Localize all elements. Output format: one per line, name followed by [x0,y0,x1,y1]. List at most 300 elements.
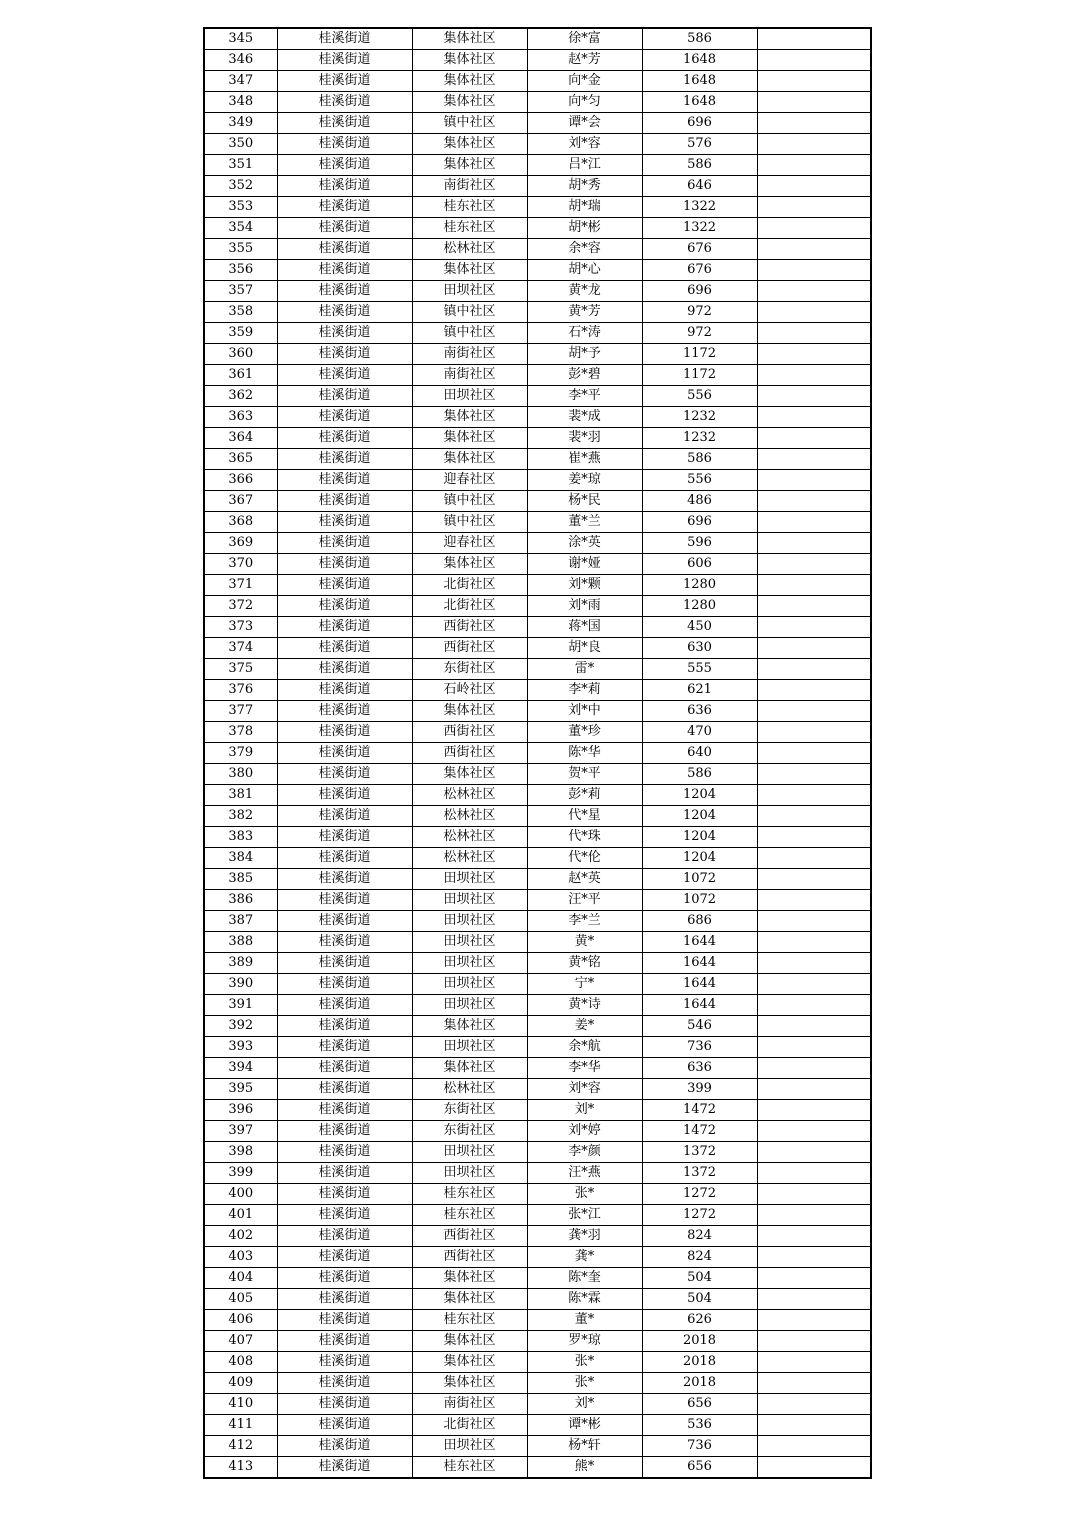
table-row [204,1352,871,1373]
table-row [204,785,871,806]
row-number-cell: 387 [204,911,277,932]
roster-table-body [204,28,871,1478]
row-number-cell: 407 [204,1331,277,1352]
amount-cell: 1322 [642,197,757,218]
street-cell: 桂溪街道 [277,113,412,134]
table-row [204,386,871,407]
table-row [204,1058,871,1079]
table-row [204,932,871,953]
note-cell [757,890,871,911]
row-number-cell: 377 [204,701,277,722]
row-number-cell: 413 [204,1457,277,1479]
row-number-cell: 386 [204,890,277,911]
street-cell: 桂溪街道 [277,302,412,323]
community-cell: 集体社区 [412,50,527,71]
street-cell: 桂溪街道 [277,953,412,974]
row-number-cell: 397 [204,1121,277,1142]
name-cell: 李*平 [527,386,642,407]
street-cell: 桂溪街道 [277,1205,412,1226]
note-cell [757,1352,871,1373]
street-cell: 桂溪街道 [277,1226,412,1247]
name-cell: 杨*民 [527,491,642,512]
row-number-cell: 347 [204,71,277,92]
row-number-cell: 365 [204,449,277,470]
amount-cell: 1204 [642,785,757,806]
table-row [204,1394,871,1415]
amount-cell: 1472 [642,1100,757,1121]
street-cell: 桂溪街道 [277,659,412,680]
name-cell: 姜*琼 [527,470,642,491]
street-cell: 桂溪街道 [277,50,412,71]
amount-cell: 630 [642,638,757,659]
street-cell: 桂溪街道 [277,1415,412,1436]
row-number-cell: 357 [204,281,277,302]
amount-cell: 556 [642,386,757,407]
community-cell: 田坝社区 [412,932,527,953]
community-cell: 北街社区 [412,575,527,596]
name-cell: 汪*燕 [527,1163,642,1184]
amount-cell: 586 [642,449,757,470]
name-cell: 陈*霖 [527,1289,642,1310]
community-cell: 松林社区 [412,239,527,260]
street-cell: 桂溪街道 [277,554,412,575]
community-cell: 松林社区 [412,1079,527,1100]
table-row [204,1289,871,1310]
name-cell: 黄*芳 [527,302,642,323]
street-cell: 桂溪街道 [277,155,412,176]
community-cell: 集体社区 [412,554,527,575]
community-cell: 南街社区 [412,176,527,197]
table-row [204,1079,871,1100]
note-cell [757,701,871,722]
street-cell: 桂溪街道 [277,1100,412,1121]
note-cell [757,932,871,953]
row-number-cell: 408 [204,1352,277,1373]
amount-cell: 399 [642,1079,757,1100]
row-number-cell: 392 [204,1016,277,1037]
note-cell [757,1079,871,1100]
note-cell [757,470,871,491]
name-cell: 张* [527,1184,642,1205]
community-cell: 镇中社区 [412,323,527,344]
name-cell: 胡*秀 [527,176,642,197]
community-cell: 集体社区 [412,1058,527,1079]
note-cell [757,155,871,176]
street-cell: 桂溪街道 [277,197,412,218]
name-cell: 刘*容 [527,134,642,155]
community-cell: 桂东社区 [412,218,527,239]
name-cell: 陈*华 [527,743,642,764]
community-cell: 松林社区 [412,848,527,869]
amount-cell: 1648 [642,92,757,113]
note-cell [757,743,871,764]
row-number-cell: 374 [204,638,277,659]
amount-cell: 640 [642,743,757,764]
note-cell [757,953,871,974]
community-cell: 田坝社区 [412,386,527,407]
row-number-cell: 367 [204,491,277,512]
amount-cell: 696 [642,512,757,533]
note-cell [757,28,871,50]
row-number-cell: 384 [204,848,277,869]
table-row [204,197,871,218]
street-cell: 桂溪街道 [277,1394,412,1415]
table-row [204,28,871,50]
name-cell: 代*星 [527,806,642,827]
amount-cell: 1272 [642,1184,757,1205]
table-row [204,113,871,134]
table-row [204,680,871,701]
table-row [204,1310,871,1331]
community-cell: 桂东社区 [412,1457,527,1479]
street-cell: 桂溪街道 [277,1142,412,1163]
table-row [204,302,871,323]
street-cell: 桂溪街道 [277,365,412,386]
street-cell: 桂溪街道 [277,134,412,155]
community-cell: 西街社区 [412,1226,527,1247]
street-cell: 桂溪街道 [277,1079,412,1100]
name-cell: 彭*莉 [527,785,642,806]
community-cell: 西街社区 [412,1247,527,1268]
street-cell: 桂溪街道 [277,848,412,869]
note-cell [757,1037,871,1058]
row-number-cell: 401 [204,1205,277,1226]
community-cell: 西街社区 [412,722,527,743]
community-cell: 西街社区 [412,617,527,638]
table-row [204,953,871,974]
amount-cell: 676 [642,239,757,260]
community-cell: 镇中社区 [412,491,527,512]
row-number-cell: 364 [204,428,277,449]
street-cell: 桂溪街道 [277,827,412,848]
amount-cell: 586 [642,764,757,785]
row-number-cell: 356 [204,260,277,281]
row-number-cell: 402 [204,1226,277,1247]
name-cell: 刘*婷 [527,1121,642,1142]
community-cell: 东街社区 [412,1100,527,1121]
community-cell: 集体社区 [412,71,527,92]
table-row [204,995,871,1016]
name-cell: 董*兰 [527,512,642,533]
community-cell: 松林社区 [412,785,527,806]
row-number-cell: 378 [204,722,277,743]
table-row [204,281,871,302]
street-cell: 桂溪街道 [277,1457,412,1479]
row-number-cell: 411 [204,1415,277,1436]
street-cell: 桂溪街道 [277,596,412,617]
note-cell [757,407,871,428]
community-cell: 集体社区 [412,764,527,785]
community-cell: 田坝社区 [412,911,527,932]
row-number-cell: 380 [204,764,277,785]
note-cell [757,1268,871,1289]
row-number-cell: 368 [204,512,277,533]
row-number-cell: 382 [204,806,277,827]
table-row [204,344,871,365]
row-number-cell: 375 [204,659,277,680]
table-row [204,1184,871,1205]
amount-cell: 556 [642,470,757,491]
table-row [204,1226,871,1247]
name-cell: 石*涛 [527,323,642,344]
row-number-cell: 354 [204,218,277,239]
table-row [204,827,871,848]
name-cell: 李*颜 [527,1142,642,1163]
name-cell: 彭*碧 [527,365,642,386]
street-cell: 桂溪街道 [277,344,412,365]
street-cell: 桂溪街道 [277,932,412,953]
street-cell: 桂溪街道 [277,869,412,890]
table-row [204,1415,871,1436]
community-cell: 田坝社区 [412,1037,527,1058]
note-cell [757,911,871,932]
table-row [204,1100,871,1121]
amount-cell: 824 [642,1226,757,1247]
row-number-cell: 376 [204,680,277,701]
name-cell: 李*华 [527,1058,642,1079]
note-cell [757,1436,871,1457]
note-cell [757,323,871,344]
row-number-cell: 350 [204,134,277,155]
amount-cell: 656 [642,1394,757,1415]
amount-cell: 1472 [642,1121,757,1142]
street-cell: 桂溪街道 [277,722,412,743]
table-row [204,491,871,512]
row-number-cell: 390 [204,974,277,995]
name-cell: 雷* [527,659,642,680]
table-row [204,1331,871,1352]
amount-cell: 676 [642,260,757,281]
name-cell: 黄*铭 [527,953,642,974]
street-cell: 桂溪街道 [277,995,412,1016]
table-row [204,575,871,596]
note-cell [757,785,871,806]
table-row [204,974,871,995]
amount-cell: 470 [642,722,757,743]
community-cell: 集体社区 [412,1016,527,1037]
table-row [204,1268,871,1289]
street-cell: 桂溪街道 [277,1016,412,1037]
community-cell: 田坝社区 [412,953,527,974]
community-cell: 集体社区 [412,1268,527,1289]
street-cell: 桂溪街道 [277,386,412,407]
community-cell: 北街社区 [412,596,527,617]
note-cell [757,869,871,890]
street-cell: 桂溪街道 [277,1037,412,1058]
table-row [204,1016,871,1037]
name-cell: 陈*奎 [527,1268,642,1289]
community-cell: 集体社区 [412,92,527,113]
table-row [204,1247,871,1268]
amount-cell: 972 [642,302,757,323]
note-cell [757,1289,871,1310]
table-row [204,617,871,638]
note-cell [757,848,871,869]
note-cell [757,596,871,617]
name-cell: 胡*彬 [527,218,642,239]
name-cell: 贺*平 [527,764,642,785]
amount-cell: 1644 [642,953,757,974]
name-cell: 宁* [527,974,642,995]
name-cell: 谭*彬 [527,1415,642,1436]
table-row [204,533,871,554]
name-cell: 李*兰 [527,911,642,932]
name-cell: 向*金 [527,71,642,92]
note-cell [757,974,871,995]
table-row [204,596,871,617]
street-cell: 桂溪街道 [277,1268,412,1289]
amount-cell: 1280 [642,575,757,596]
row-number-cell: 388 [204,932,277,953]
note-cell [757,260,871,281]
note-cell [757,1247,871,1268]
amount-cell: 1644 [642,995,757,1016]
name-cell: 刘*容 [527,1079,642,1100]
community-cell: 镇中社区 [412,512,527,533]
amount-cell: 2018 [642,1331,757,1352]
amount-cell: 1204 [642,806,757,827]
row-number-cell: 385 [204,869,277,890]
street-cell: 桂溪街道 [277,575,412,596]
table-row [204,869,871,890]
street-cell: 桂溪街道 [277,428,412,449]
street-cell: 桂溪街道 [277,1436,412,1457]
row-number-cell: 405 [204,1289,277,1310]
street-cell: 桂溪街道 [277,1058,412,1079]
name-cell: 谭*会 [527,113,642,134]
name-cell: 崔*燕 [527,449,642,470]
community-cell: 集体社区 [412,428,527,449]
name-cell: 胡*心 [527,260,642,281]
row-number-cell: 393 [204,1037,277,1058]
table-row [204,1205,871,1226]
row-number-cell: 353 [204,197,277,218]
name-cell: 熊* [527,1457,642,1479]
community-cell: 集体社区 [412,701,527,722]
amount-cell: 596 [642,533,757,554]
name-cell: 刘* [527,1394,642,1415]
table-row [204,722,871,743]
name-cell: 董*珍 [527,722,642,743]
street-cell: 桂溪街道 [277,806,412,827]
street-cell: 桂溪街道 [277,743,412,764]
community-cell: 集体社区 [412,1331,527,1352]
note-cell [757,134,871,155]
amount-cell: 1648 [642,71,757,92]
name-cell: 张* [527,1352,642,1373]
name-cell: 向*匀 [527,92,642,113]
table-row [204,1457,871,1479]
amount-cell: 1322 [642,218,757,239]
note-cell [757,575,871,596]
street-cell: 桂溪街道 [277,533,412,554]
note-cell [757,365,871,386]
row-number-cell: 409 [204,1373,277,1394]
amount-cell: 696 [642,113,757,134]
note-cell [757,764,871,785]
table-row [204,407,871,428]
table-row [204,1037,871,1058]
note-cell [757,1457,871,1479]
community-cell: 田坝社区 [412,974,527,995]
amount-cell: 736 [642,1436,757,1457]
name-cell: 刘*中 [527,701,642,722]
street-cell: 桂溪街道 [277,1247,412,1268]
note-cell [757,617,871,638]
street-cell: 桂溪街道 [277,1184,412,1205]
name-cell: 李*莉 [527,680,642,701]
table-row [204,890,871,911]
row-number-cell: 369 [204,533,277,554]
row-number-cell: 348 [204,92,277,113]
table-row [204,764,871,785]
community-cell: 田坝社区 [412,869,527,890]
table-row [204,71,871,92]
amount-cell: 450 [642,617,757,638]
community-cell: 西街社区 [412,743,527,764]
note-cell [757,638,871,659]
community-cell: 田坝社区 [412,1436,527,1457]
row-number-cell: 351 [204,155,277,176]
table-row [204,260,871,281]
amount-cell: 504 [642,1289,757,1310]
row-number-cell: 381 [204,785,277,806]
community-cell: 集体社区 [412,1373,527,1394]
community-cell: 田坝社区 [412,281,527,302]
amount-cell: 686 [642,911,757,932]
amount-cell: 486 [642,491,757,512]
table-row [204,743,871,764]
street-cell: 桂溪街道 [277,281,412,302]
street-cell: 桂溪街道 [277,617,412,638]
note-cell [757,218,871,239]
amount-cell: 1372 [642,1163,757,1184]
row-number-cell: 396 [204,1100,277,1121]
community-cell: 镇中社区 [412,302,527,323]
street-cell: 桂溪街道 [277,218,412,239]
community-cell: 北街社区 [412,1415,527,1436]
table-row [204,1373,871,1394]
name-cell: 谢*娅 [527,554,642,575]
name-cell: 胡*予 [527,344,642,365]
community-cell: 松林社区 [412,806,527,827]
amount-cell: 1204 [642,827,757,848]
community-cell: 桂东社区 [412,197,527,218]
note-cell [757,92,871,113]
note-cell [757,1310,871,1331]
note-cell [757,197,871,218]
note-cell [757,659,871,680]
row-number-cell: 373 [204,617,277,638]
street-cell: 桂溪街道 [277,1352,412,1373]
table-row [204,1142,871,1163]
street-cell: 桂溪街道 [277,764,412,785]
row-number-cell: 345 [204,28,277,50]
note-cell [757,806,871,827]
note-cell [757,1373,871,1394]
amount-cell: 736 [642,1037,757,1058]
row-number-cell: 391 [204,995,277,1016]
name-cell: 胡*良 [527,638,642,659]
amount-cell: 606 [642,554,757,575]
community-cell: 田坝社区 [412,995,527,1016]
note-cell [757,1226,871,1247]
community-cell: 集体社区 [412,407,527,428]
note-cell [757,1184,871,1205]
street-cell: 桂溪街道 [277,1163,412,1184]
row-number-cell: 371 [204,575,277,596]
table-row [204,1163,871,1184]
